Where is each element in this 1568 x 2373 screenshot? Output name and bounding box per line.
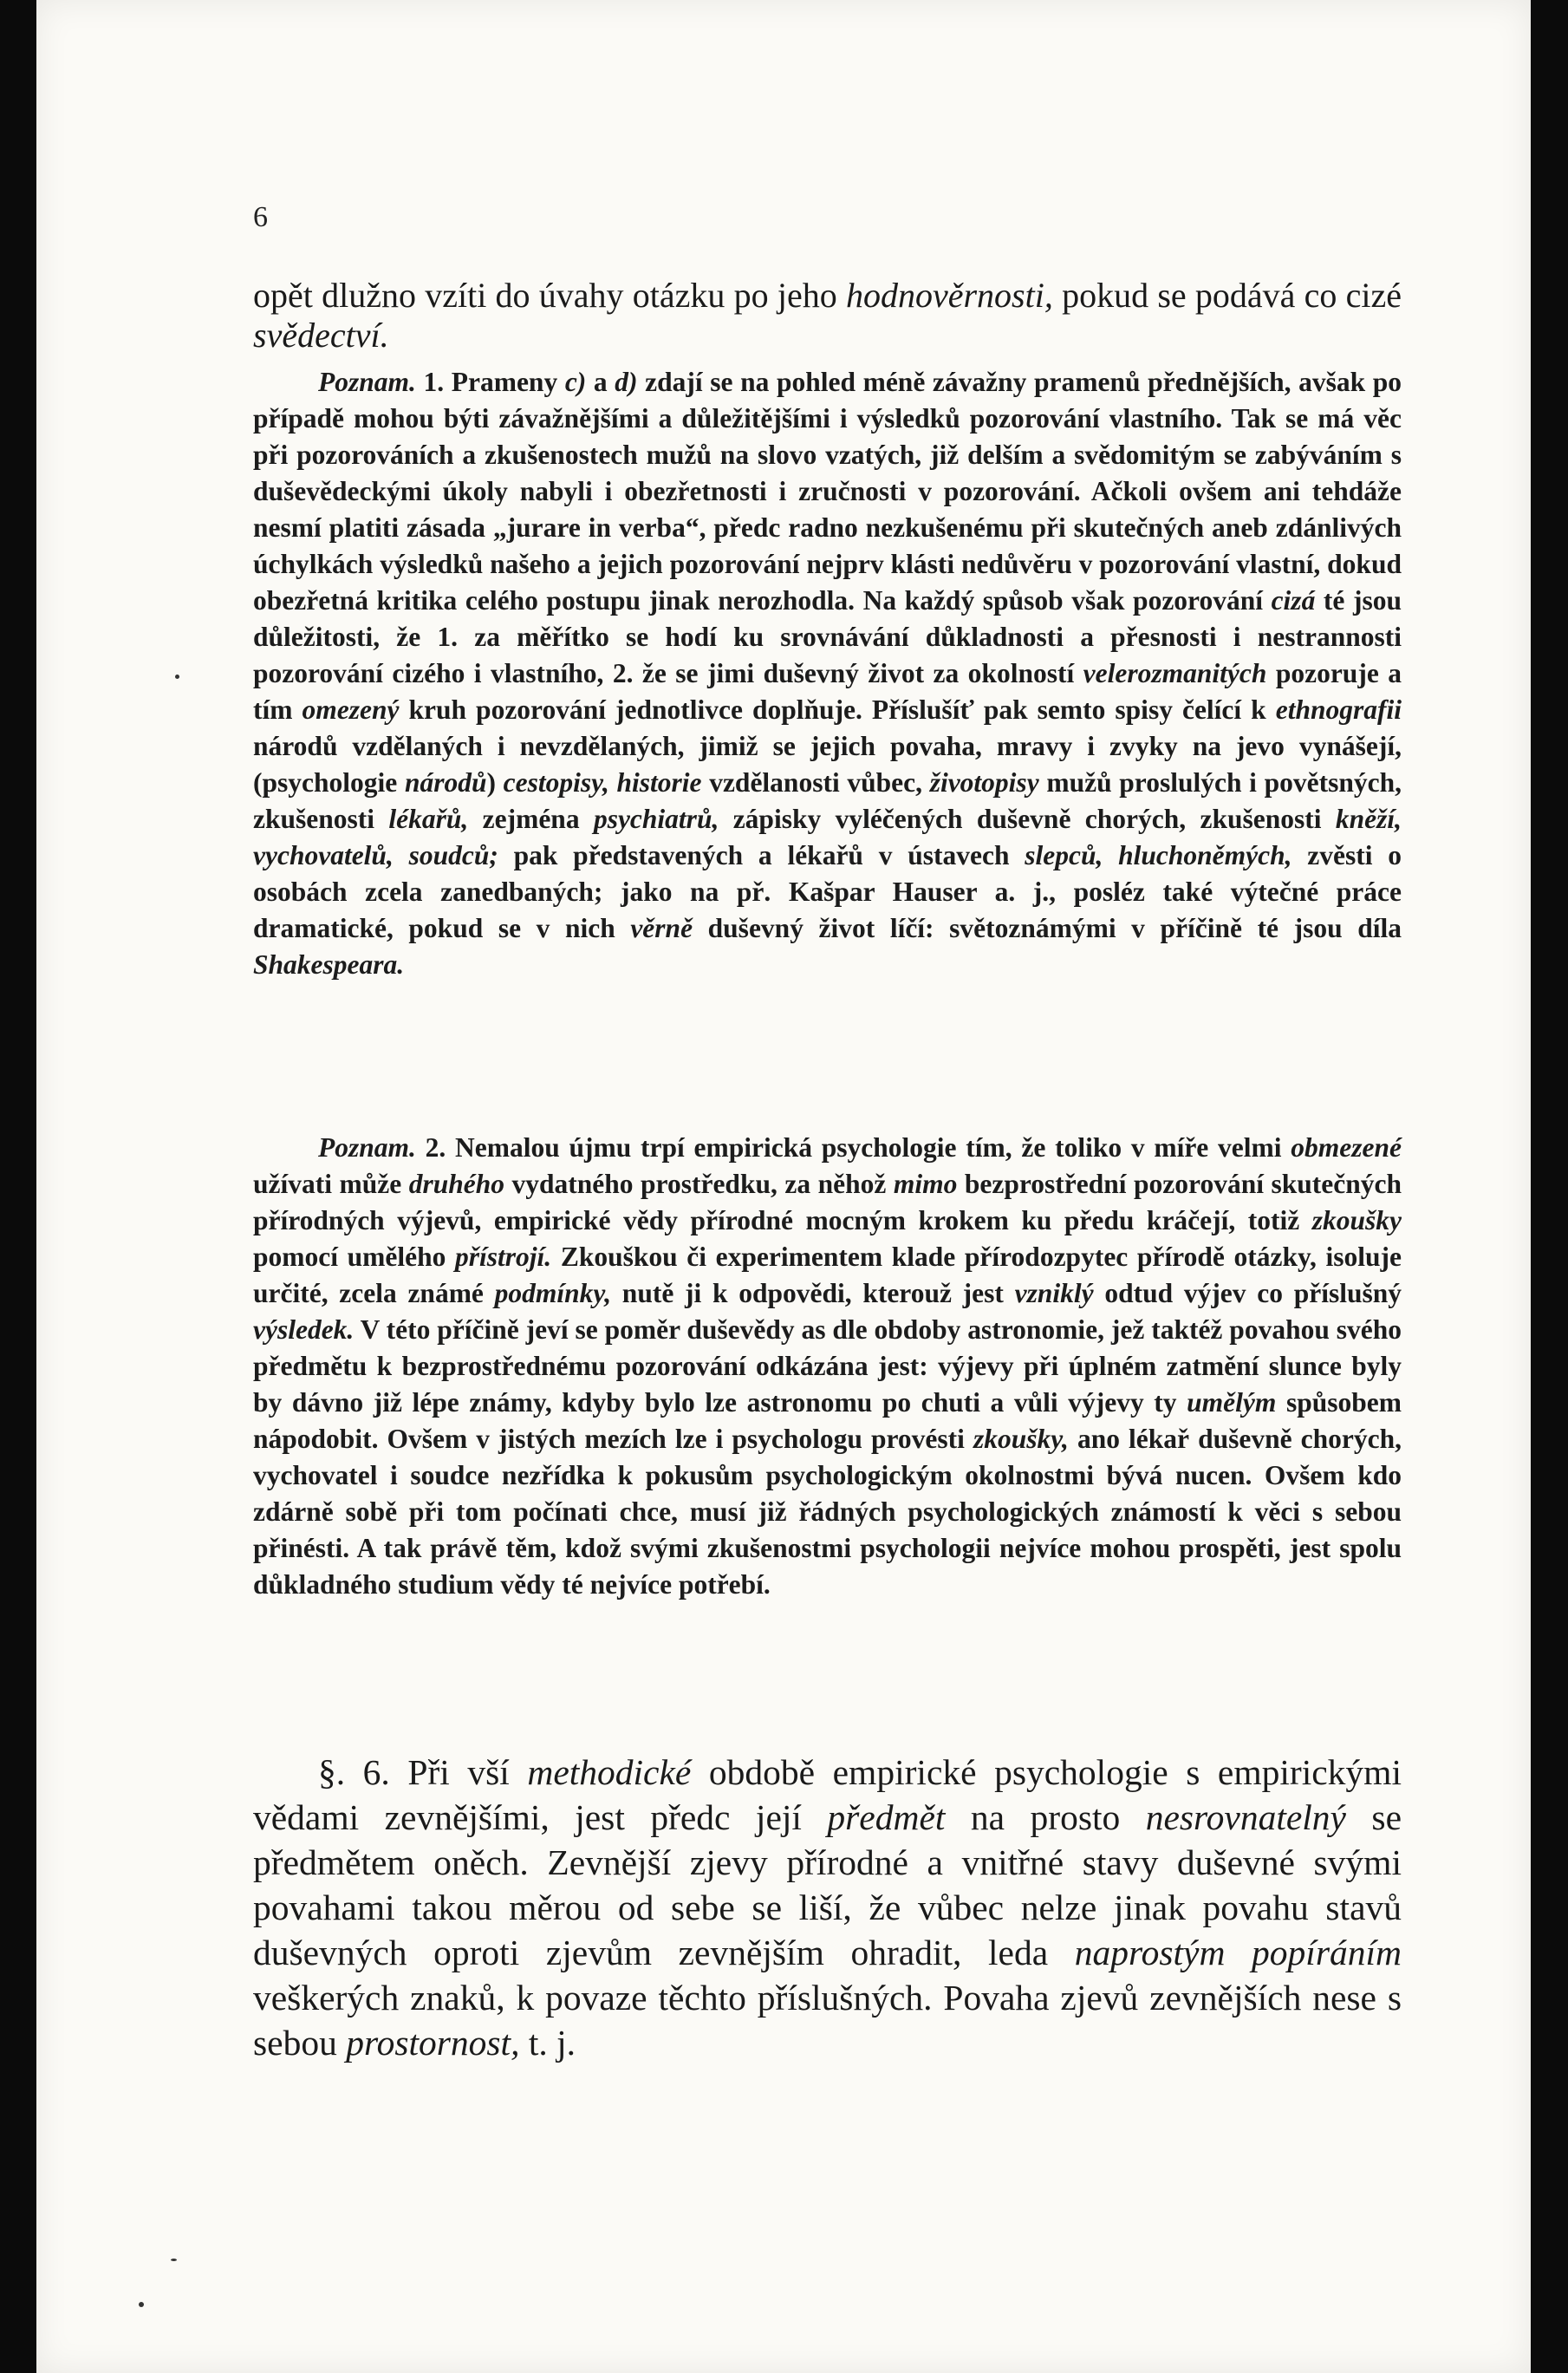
text-run: pokud se podává co cizé: [1052, 276, 1402, 315]
text-run: vzdělanosti vůbec,: [701, 767, 930, 798]
italic-run: kněží, vychovatelů, soudců;: [253, 804, 1402, 870]
text-run: a: [586, 367, 615, 397]
italic-run: nesrovnatelný: [1145, 1797, 1346, 1837]
scan-speck: [171, 2259, 177, 2261]
italic-run: cestopisy, historie: [503, 767, 702, 798]
italic-run: slepců, hluchoněmých,: [1025, 840, 1292, 870]
italic-run: národů: [404, 767, 487, 798]
text-run: spůsobem nápodobit. Ovšem v jistých mezích lze i psychologu provésti: [253, 1387, 1402, 1454]
italic-run: zkoušky,: [973, 1424, 1069, 1454]
scan-speck: [139, 2302, 144, 2307]
italic-run: svědectví.: [253, 316, 389, 355]
text-run: nutě ji k odpovědi, kterouž jest: [611, 1278, 1015, 1308]
text-run: pozoruje a tím: [253, 658, 1402, 725]
italic-run: hodnověrnosti,: [845, 276, 1053, 315]
text-run: se předmětem oněch. Zevnější zjevy přírodné a vnitřné stavy duševné svými povahami takou měrou od sebe se liší, že vůbec nelze jinak povahu stavů duševných oproti zjevům zevnějším ohradit, leda: [253, 1797, 1402, 1972]
scan-speck: [175, 675, 179, 679]
italic-run: Shakespeara.: [253, 949, 405, 980]
text-run: pomocí umělého: [253, 1242, 456, 1272]
text-run: V této příčině jeví se poměr duševědy as dle obdoby astronomie, jež taktéž povahou svého předmětu k bezprostřednému pozorování odkázána jest: výjevy při úplném zatmění slunce byly by dávno již lépe známy, kdyby bylo lze astronomu po chuti a vůli výjevy ty: [253, 1314, 1402, 1418]
italic-run: druhého: [408, 1169, 505, 1199]
note-2: [253, 1130, 1402, 1603]
text-run: mužů proslulých i povětsných, zkušenosti: [253, 767, 1402, 834]
note-label: Poznam.: [318, 367, 416, 397]
italic-run: vzniklý: [1014, 1278, 1094, 1308]
italic-run: naprostým popíráním: [1074, 1933, 1402, 1972]
italic-run: c): [564, 367, 587, 397]
text-run: 1. Prameny: [415, 367, 565, 397]
italic-run: velerozmanitých: [1083, 658, 1267, 688]
italic-run: umělým: [1187, 1387, 1277, 1418]
italic-run: psychiatrů,: [593, 804, 719, 834]
text-run: bezprostřední pozorování skutečných přírodných výjevů, empirické vědy přírodné mocným krokem ku předu kráčejí, totiž: [253, 1169, 1402, 1235]
text-run: na prosto: [945, 1797, 1146, 1837]
italic-run: ethnografii: [1275, 694, 1402, 725]
text-run: národů vzdělaných i nevzdělaných, jimiž se jejich povaha, mravy i zvyky na jevo vynášejí, (psychologie: [253, 731, 1402, 798]
text-run: zvěsti o osobách zcela zanedbaných; jako na př. Kašpar Hauser a. j., posléz také výtečné práce dramatické, pokud se v nich: [253, 840, 1402, 943]
italic-run: lékařů,: [388, 804, 469, 834]
italic-run: cizá: [1271, 585, 1316, 616]
text-run: ): [486, 767, 504, 798]
note-label: Poznam.: [318, 1132, 416, 1163]
italic-run: věrně: [630, 913, 693, 943]
text-run: opět dlužno vzíti do úvahy otázku po jeho: [253, 276, 846, 315]
italic-run: zkoušky: [1311, 1205, 1402, 1235]
note-1: [253, 364, 1402, 983]
text-run: zejména: [468, 804, 594, 834]
italic-run: prostornost,: [346, 2023, 520, 2063]
section-6-paragraph: [253, 1750, 1402, 2065]
text-run: obdobě empirické psychologie s empirickými vědami zevnějšími, jest předc její: [253, 1752, 1402, 1837]
italic-run: životopisy: [929, 767, 1039, 798]
text-run: vydatného prostředku, za něhož: [504, 1169, 894, 1199]
italic-run: obmezené: [1291, 1132, 1402, 1163]
italic-run: mimo: [893, 1169, 958, 1199]
text-run: duševný život líčí: světoznámými v příčině té jsou díla: [693, 913, 1402, 943]
italic-run: výsledek.: [253, 1314, 355, 1345]
page-number: 6: [253, 201, 268, 233]
top-paragraph: [253, 276, 1402, 355]
text-run: 2. Nemalou újmu trpí empirická psychologie tím, že toliko v míře velmi: [415, 1132, 1291, 1163]
italic-run: omezený: [302, 694, 400, 725]
book-page: [36, 0, 1531, 2373]
italic-run: d): [615, 367, 638, 397]
text-run: veškerých znaků, k povaze těchto příslušných. Povaha zjevů zevnějších nese s sebou: [253, 1978, 1402, 2063]
text-run: zápisky vyléčených duševně chorých, zkušenosti: [719, 804, 1336, 834]
text-run: zdají se na pohled méně závažny pramenů přednějších, avšak po případě mohou býti závažnějšími a důležitějšími i výsledků pozorování vlastního. Tak se má věc při pozorováních a zkušenostech mužů na slovo vzatých, již delším a svědomitým se zabýváním s duševědeckými úkoly nabyli i obezřetnosti i zručnosti v pozorování. Ačkoli ovšem ani tehdáže nesmí platiti zásada „jurare in verba“, předc radno nezkušenému při skutečných aneb zdánlivých úchylkách výsledků našeho a jejich pozorování nejprv klásti nedůvěru v pozorování vlastní, dokud obezřetná kritika celého postupu jinak nerozhodla. Na každý spůsob však pozorování: [253, 367, 1402, 616]
italic-run: methodické: [527, 1752, 692, 1792]
text-run: odtud výjev co příslušný: [1093, 1278, 1402, 1308]
text-run: t. j.: [519, 2023, 576, 2063]
italic-run: podmínky,: [494, 1278, 612, 1308]
text-run: pak představených a lékařů v ústavech: [498, 840, 1025, 870]
text-run: kruh pozorování jednotlivce doplňuje. Příslušíť pak semto spisy čelící k: [399, 694, 1276, 725]
text-run: té jsou důležitosti, že 1. za měřítko se hodí ku srovnávání důkladnosti a přesnosti i nestrannosti pozorování cizého i vlastního, 2. že se jimi duševný život za okolností: [253, 585, 1402, 688]
text-run: Zkouškou či experimentem klade přírodozpytec přírodě otázky, isoluje určité, zcela známé: [253, 1242, 1402, 1308]
text-run: §. 6. Při vší: [318, 1752, 528, 1792]
italic-run: přístrojí.: [455, 1242, 552, 1272]
italic-run: předmět: [827, 1797, 946, 1837]
text-run: užívati může: [253, 1169, 409, 1199]
text-run: ano lékař duševně chorých, vychovatel i soudce nezřídka k pokusům psychologickým okolnostmi bývá nucen. Ovšem kdo zdárně sobě při tom počínati chce, musí již řádných psychologických známostí k věci s sebou přinésti. A tak právě těm, kdož svými zkušenostmi psychologii nejvíce mohou prospěti, jest spolu důkladného studium vědy té nejvíce potřebí.: [253, 1424, 1402, 1600]
